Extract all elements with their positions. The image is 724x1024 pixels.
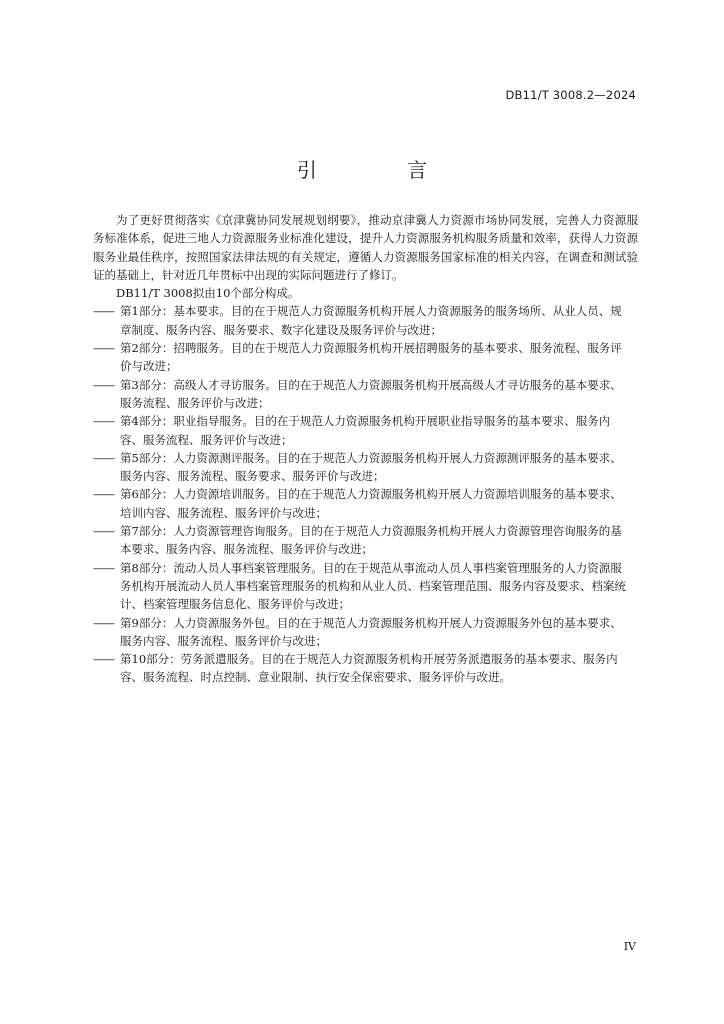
list-dash: —— — [93, 615, 114, 630]
list-item-part-2 — [93, 339, 638, 376]
list-dash: —— — [93, 304, 114, 319]
list-dash: —— — [93, 524, 114, 539]
list-item-text: 第6部分：人力资源培训服务。目的在于规范人力资源服务机构开展人力资源培训服务的基本要求、培训内容、服务流程、服务评价与改进； — [120, 487, 622, 520]
list-dash: —— — [93, 414, 114, 429]
list-item-part-5 — [93, 449, 638, 486]
list-dash: —— — [93, 341, 114, 356]
list-item-part-3 — [93, 376, 638, 413]
list-item-text: 第3部分：高级人才寻访服务。目的在于规范人力资源服务机构开展高级人才寻访服务的基本要求、服务流程、服务评价与改进； — [120, 377, 622, 410]
list-item-part-9 — [93, 614, 638, 651]
list-dash: —— — [93, 450, 114, 465]
list-item-text: 第7部分：人力资源管理咨询服务。目的在于规范人力资源服务机构开展人力资源管理咨询服务的基本要求、服务内容、服务流程、服务评价与改进； — [120, 524, 622, 557]
list-item-part-1 — [93, 302, 638, 339]
list-dash: —— — [93, 377, 114, 392]
list-item-part-7 — [93, 522, 638, 559]
parts-paragraph: DB11/T 3008拟由10个部分构成。 — [116, 286, 300, 301]
document-body — [93, 211, 638, 687]
list-item-part-8 — [93, 559, 638, 614]
list-item-text: 第2部分：招聘服务。目的在于规范人力资源服务机构开展招聘服务的基本要求、服务流程、服务评价与改进； — [120, 341, 622, 374]
list-item-part-10 — [93, 650, 638, 687]
list-item-text: 第8部分：流动人员人事档案管理服务。目的在于规范从事流动人员人事档案管理服务的人力资源服务机构开展流动人员人事档案管理服务的机构和从业人员、档案管理范围、服务内容及要求、档案统计、档案管理服务信息化、服务评价与改进； — [120, 560, 626, 612]
list-item-part-6 — [93, 485, 638, 522]
intro-paragraph: 为了更好贯彻落实《京津冀协同发展规划纲要》，推动京津冀人力资源市场协同发展，完善人力资源服务标准体系，促进三地人力资源服务业标准化建设，提升人力资源服务机构服务质量和效率，获得人力资源服务业最佳秩序，按照国家法律法规的有关规定，遵循人力资源服务国家标准的相关内容，在调查和测试验证的基础上，针对近几年贯标中出现的实际问题进行了修订。 — [93, 213, 638, 282]
list-dash: —— — [93, 652, 114, 667]
standard-code: DB11/T 3008.2—2024 — [505, 88, 636, 102]
list-item-text: 第4部分：职业指导服务。目的在于规范人力资源服务机构开展职业指导服务的基本要求、服务内容、服务流程、服务评价与改进； — [120, 414, 611, 447]
list-item-text: 第10部分：劳务派遣服务。目的在于规范人力资源服务机构开展劳务派遣服务的基本要求、服务内容、服务流程、时点控制、意业限制、执行安全保密要求、服务评价与改进。 — [120, 652, 618, 685]
list-item-text: 第1部分：基本要求。目的在于规范人力资源服务机构开展人力资源服务的服务场所、从业人员、规章制度、服务内容、服务要求、数字化建设及服务评价与改进； — [120, 304, 622, 337]
page-title: 引 言 — [296, 158, 470, 182]
list-item-text: 第5部分：人力资源测评服务。目的在于规范人力资源服务机构开展人力资源测评服务的基本要求、服务内容、服务流程、服务要求、服务评价与改进； — [120, 450, 622, 484]
parts-list — [93, 302, 638, 686]
list-dash: —— — [93, 487, 114, 502]
list-dash: —— — [93, 560, 114, 575]
list-item-part-4 — [93, 412, 638, 449]
list-item-text: 第9部分：人力资源服务外包。目的在于规范人力资源服务机构开展人力资源服务外包的基本要求、服务内容、服务流程、服务评价与改进； — [120, 615, 622, 648]
page-number: IV — [623, 940, 636, 953]
